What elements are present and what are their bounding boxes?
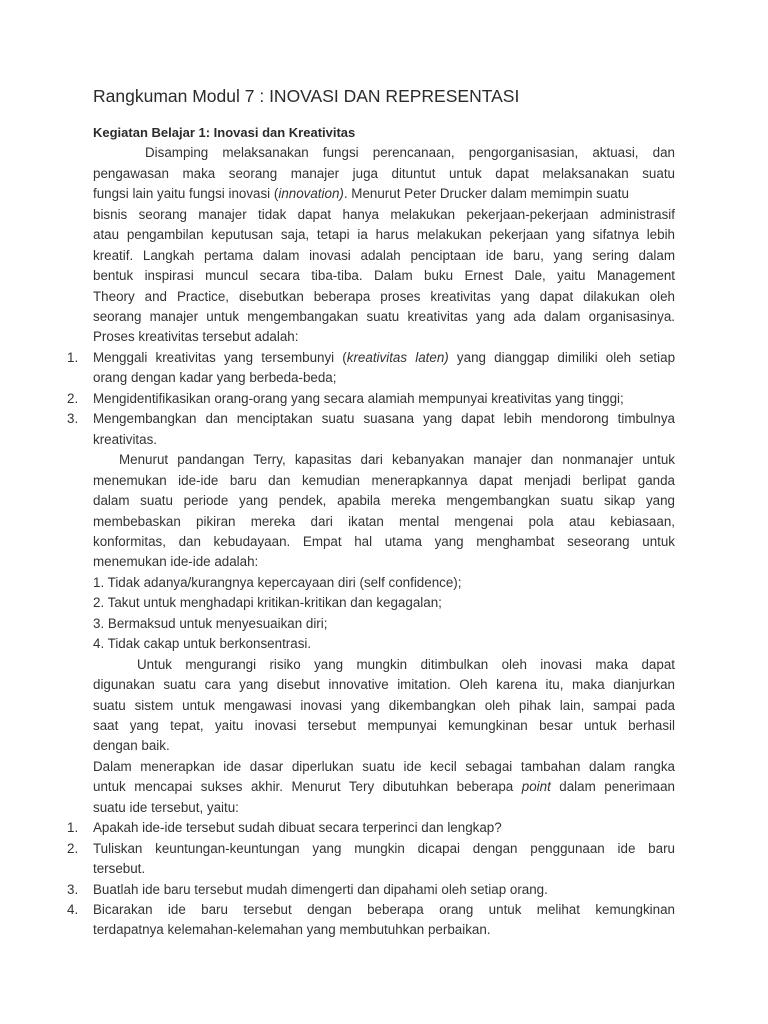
document-page: Rangkuman Modul 7 : INOVASI DAN REPRESENTASI Kegiatan Belajar 1: Inovasi dan Kreativitas Disamping melaksanakan fungsi perencanaan, pengorganisasian, aktuasi, dan pengawasan maka seorang manajer juga dituntut untuk dapat melaksanakan suatu fungsi lain yaitu fungsi inovasi (innovation). Menurut Peter Drucker dalam memimpin suatu bisnis seorang manajer tidak dapat hanya melakukan pekerjaan-pekerjaan administrasif atau pengambilan keputusan saja, tetapi ia harus melakukan pekerjaan yang sifatnya lebih kreatif. Langkah pertama dalam inovasi adalah penciptaan ide baru, yang sering dalam bentuk inspirasi muncul secara tiba-tiba. Dalam buku Ernest Dale, yaitu Management Theory and Practice, disebutkan beberapa proses kreativitas yang dapat dilakukan oleh seorang manajer untuk mengembangakan suatu kreativitas yang ada dalam organisasinya. Proses kreativitas tersebut adalah: 1. Menggali kreativitas yang tersembunyi (kreativitas laten) yang dianggap dimiliki oleh setiap orang dengan kadar yang berbeda-beda; 2. Mengidentifikasikan orang-orang yang secara alamiah mempunyai kreativitas yang tinggi; 3. Mengembangkan dan menciptakan suatu suasana yang dapat lebih mendorong timbulnya kreativitas. Menurut pandangan Terry, kapasitas dari kebanyakan manajer dan nonmanajer untuk menemukan ide-ide baru dan kemudian menerapkannya dapat menjadi berlipat ganda dalam suatu periode yang pendek, apabila mereka mengembangkan suatu sikap yang membebaskan pikiran mereka dari ikatan mental mengenai pola atau kebiasaan, konformitas, dan kebudayaan. Empat hal utama yang menghambat seseorang untuk menemukan ide-ide adalah: 1. Tidak adanya/kurangnya kepercayaan diri (self confidence); 2. Takut untuk menghadapi kritikan-kritikan dan kegagalan; 3. Bermaksud untuk menyesuaikan diri; 4. Tidak cakap untuk berkonsentrasi. Untuk mengurangi risiko yang mungkin ditimbulkan oleh inovasi maka dapat digunakan suatu cara yang disebut innovative imitation. Oleh karena itu, maka dianjurkan suatu sistem untuk mengawasi inovasi yang dikembangkan oleh pihak lain, sampai pada saat yang tepat, yaitu inovasi tersebut mempunyai kemungkinan besar untuk berhasil dengan baik. Dalam menerapkan ide dasar diperlukan suatu ide kecil sebagai tambahan dalam rangka untuk mencapai sukses akhir. Menurut Tery dibutuhkan beberapa point dalam penerimaan suatu ide tersebut, yaitu: 1. Apakah ide-ide tersebut sudah dibuat secara terperinci dan lengkap? 2. Tuliskan keuntungan-keuntungan yang mungkin dicapai dengan penggunaan ide baru tersebut. 3. Buatlah ide baru tersebut mudah dimengerti dan dipahami oleh setiap orang. 4. Bicarakan ide baru tersebut dengan beberapa orang untuk melihat kemungkinan terdapatnya kelemahan-kelemahan yang membutuhkan perbaikan. (67, 86, 676, 937)
section-heading: Kegiatan Belajar 1: Inovasi dan Kreativitas (93, 125, 356, 140)
list-item: 4. Tidak cakap untuk berkonsentrasi. (93, 636, 312, 651)
list-item: 3. Bermaksud untuk menyesuaikan diri; (93, 616, 328, 631)
list-item: 1. Tidak adanya/kurangnya kepercayaan diri (self confidence); (93, 575, 462, 590)
document-title: Rangkuman Modul 7 : INOVASI DAN REPRESENTASI (93, 86, 520, 106)
list-item: 2. Takut untuk menghadapi kritikan-kritikan dan kegagalan; (93, 595, 442, 610)
